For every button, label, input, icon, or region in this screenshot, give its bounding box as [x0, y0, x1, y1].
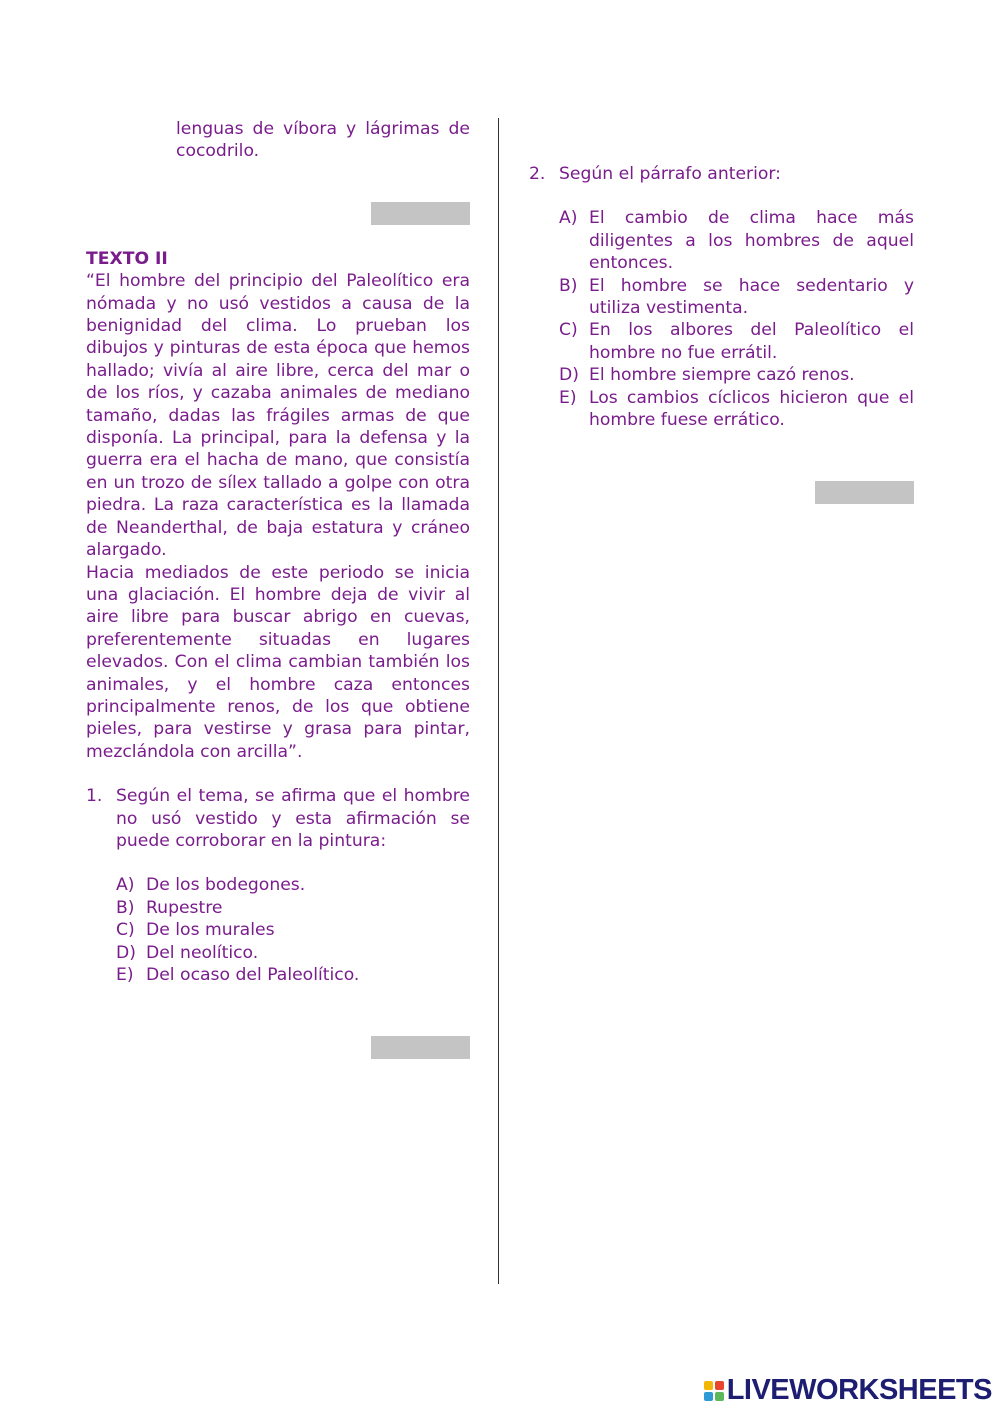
option-d	[559, 364, 914, 386]
option-b	[559, 275, 914, 320]
option-letter: C)	[559, 320, 578, 341]
option-letter: E)	[116, 965, 134, 985]
option-text: De los bodegones.	[146, 875, 306, 896]
question-2-options	[559, 207, 914, 431]
liveworksheets-logo	[704, 1374, 992, 1407]
option-letter: D)	[559, 365, 579, 386]
option-a	[559, 207, 914, 274]
text-heading: TEXTO II	[86, 248, 168, 269]
option-e	[559, 387, 914, 432]
option-text: En los albores del Paleolítico el hombre no fue errátil.	[589, 320, 914, 363]
liveworksheets-icon	[704, 1381, 724, 1401]
option-text: El hombre se hace sedentario y utiliza vestimenta.	[589, 275, 914, 319]
passage-paragraph-2: Hacia mediados de este periodo se inicia una glaciación. El hombre deja de vivir al aire libre para buscar abrigo en cuevas, preferentemente situadas en lugares elevados. Con el clima cambian también los animales, y el hombre caza entonces principalmente renos, de los que obtiene pieles, para vestirse y grasa para pintar, mezclándola con arcilla”.	[86, 562, 470, 762]
option-text: Del ocaso del Paleolítico.	[146, 965, 360, 985]
option-letter: B)	[116, 897, 135, 918]
question-text: Según el tema, se afirma que el hombre no usó vestido y esta afirmación se puede corroborar en la pintura:	[116, 786, 470, 851]
option-b	[116, 897, 470, 919]
option-c	[559, 319, 914, 364]
option-d	[116, 942, 470, 964]
question-number: 2.	[529, 164, 546, 184]
logo-text: LIVEWORKSHEETS	[726, 1374, 992, 1406]
previous-text-continuation: lenguas de víbora y lágrimas de cocodrilo.	[176, 119, 470, 162]
option-letter: B)	[559, 275, 578, 296]
passage-paragraph-1: “El hombre del principio del Paleolítico era nómada y no usó vestidos a causa de la benignidad del clima. Lo prueban los dibujos y pinturas de esta época que hemos hallado; vivía al aire libre, cerca del mar o de los ríos, y cazaba animales de mediano tamaño, dadas las frágiles armas de que disponía. La principal, para la defensa y la guerra era el hacha de mano, que consistía en un trozo de sílex tallado a golpe con otra piedra. La raza característica es la llamada de Neanderthal, de baja estatura y cráneo alargado.	[86, 271, 470, 561]
option-text: Del neolítico.	[146, 942, 259, 963]
option-text: El hombre siempre cazó renos.	[589, 365, 855, 386]
left-column	[86, 118, 470, 1059]
option-letter: C)	[116, 920, 135, 941]
option-e	[116, 964, 470, 986]
answer-box-question-2[interactable]	[815, 481, 914, 504]
column-divider	[498, 118, 499, 1284]
answer-box-question-1[interactable]	[371, 1036, 470, 1059]
option-text: De los murales	[146, 920, 275, 941]
question-text: Según el párrafo anterior:	[559, 164, 781, 184]
option-letter: E)	[559, 387, 577, 408]
option-text: Los cambios cíclicos hicieron que el hombre fuese errático.	[589, 387, 914, 431]
right-column	[529, 163, 914, 504]
option-text: Rupestre	[146, 897, 223, 918]
option-letter: D)	[116, 942, 136, 963]
option-a	[116, 874, 470, 896]
option-letter: A)	[559, 208, 578, 229]
question-number: 1.	[86, 786, 103, 807]
option-letter: A)	[116, 875, 135, 896]
answer-box-1[interactable]	[371, 202, 470, 225]
option-c	[116, 919, 470, 941]
question-1	[86, 785, 470, 852]
question-1-options	[116, 874, 470, 986]
question-2	[529, 163, 914, 185]
option-text: El cambio de clima hace más diligentes a los hombres de aquel entonces.	[589, 208, 914, 274]
